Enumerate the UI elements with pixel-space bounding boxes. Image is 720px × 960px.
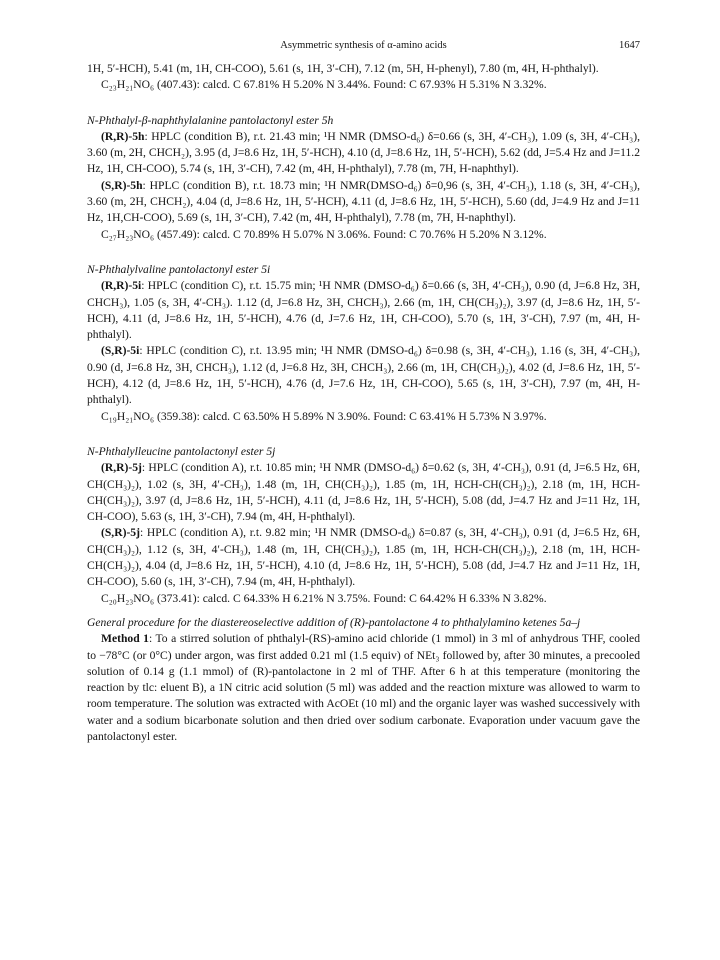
method-1-text: : To a stirred solution of phthalyl-(RS)-amino acid chloride (1 mmol) in 3 ml of anhydrous THF, cooled to −78°C (or 0°C) under argon, was first added 0.21 ml (1.5 equiv) of NEt₃ followed by, after 30 minutes, a precooled solution of 0.14 g (1.1 mmol) of (R)-pantolactone in 2 ml of THF. After 6 h at this temperature (monitoring the reaction by tlc: eluent B), a 1N citric acid solution (5 ml) was added and the reaction mixture was allowed to warm to room temperature. The solution was extracted with AcOEt (10 ml) and the organic layer was washed successively with water and a sodium bicarbonate solution and then dried over sodium carbonate. Evaporation under vacuum gave the pantolactonyl ester. [87,632,640,743]
analysis-text-5h: (457.49): calcd. C 70.89% H 5.07% N 3.06%. Found: C 70.76% H 5.20% N 3.12%. [156,227,547,241]
text-5j-sr: : HPLC (condition A), r.t. 9.82 min; ¹H NMR (DMSO-d₆) δ=0.87 (s, 3H, 4′-CH₃), 0.91 (d, J=6.5 Hz, 6H, CH(CH₃)₂), 1.12 (s, 3H, 4′-CH₃), 1.48 (m, 1H, CH(CH₃)₂), 1.85 (m, 1H, HCH-CH(CH₃)₂), 2.18 (m, 1H, HCH-CH(CH₃)₂), 4.04 (d, J=8.6 Hz, 1H, 5′-HCH), 4.10 (d, J=8.6 Hz, 1H, 5′-HCH), 5.08 (dd, J=4.7 Hz and J=11 Hz, 1H, CH-COO), 5.60 (s, 1H, 3′-CH), 7.94 (m, 4H, H-phthalyl). [87,526,640,589]
formula-5h: C₂₇H₂₃NO₆ [101,227,155,241]
paragraph-5i-rr [87,278,640,343]
label-5h-rr: (R,R)-5h [101,129,145,143]
label-5j-rr: (R,R)-5j [101,461,142,475]
section-heading-5j: N-Phthalylleucine pantolactonyl ester 5j [87,444,276,458]
label-5h-sr: (S,R)-5h [101,178,143,192]
text-column [87,61,640,745]
analysis-text-5j: (373.41): calcd. C 64.33% H 6.21% N 3.75%. Found: C 64.42% H 6.33% N 3.82%. [156,591,547,605]
running-header [87,40,640,58]
elemental-analysis-5j [87,591,640,607]
text-5j-rr: : HPLC (condition A), r.t. 10.85 min; ¹H NMR (DMSO-d₆) δ=0.62 (s, 3H, 4′-CH₃), 0.91 (d, J=6.5 Hz, 6H, CH(CH₃)₂), 1.02 (s, 3H, 4′-CH₃), 1.48 (m, 1H, CH(CH₃)₂), 1.85 (m, 1H, HCH-CH(CH₃)₂), 2.18 (m, 1H, HCH-CH(CH₃)₂), 3.97 (d, J=8.6 Hz, 1H, 5′-HCH), 4.11 (d, J=8.6 Hz, 1H, 5′-HCH), 5.08 (dd, J=4.7 Hz and J=11 Hz, 1H, CH-COO), 5.63 (s, 1H, 3′-CH), 7.94 (m, 4H, H-phthalyl). [87,461,640,524]
analysis-text-5g: (407.43): calcd. C 67.81% H 5.20% N 3.44%. Found: C 67.93% H 5.31% N 3.32%. [156,78,547,92]
paragraph-5h-sr [87,178,640,227]
text-5h-sr: : HPLC (condition B), r.t. 18.73 min; ¹H NMR(DMSO-d₆) δ=0,96 (s, 3H, 4′-CH₃), 1.18 (s, 3H, 4′-CH₃), 3.60 (m, 2H, CHCH₂), 4.04 (d, J=8.6 Hz, 1H, 5′-HCH), 4.11 (d, J=8.6 Hz, 1H, 5′-HCH), 5.60 (dd, J=4.9 Hz and J=11 Hz, 1H,CH-COO), 5.69 (s, 1H, 3′-CH), 7.42 (m, 4H, H-phthalyl), 7.78 (m, 7H, H-naphthyl). [87,178,640,225]
paragraph-5h-rr [87,129,640,178]
label-5i-sr: (S,R)-5i [101,344,140,358]
formula-5i: C₁₉H₂₁NO₆ [101,409,155,423]
page-number: 1647 [619,40,640,51]
elemental-analysis-5h [87,227,640,243]
text-5h-rr: : HPLC (condition B), r.t. 21.43 min; ¹H NMR (DMSO-d₆) δ=0.66 (s, 3H, 4′-CH₃), 1.09 (s, 3H, 4′-CH₃), 3.60 (m, 2H, CHCH₂), 3.95 (d, J=8.6 Hz, 1H, 5′-HCH), 4.10 (d, J=8.6 Hz, 1H, 5′-HCH), 5.62 (dd, J=5.4 Hz and J=11.2 Hz, 1H, CH-COO), 5.74 (s, 1H, 3′-CH), 7.42 (m, 4H, H-phthalyl), 7.78 (m, 7H, H-naphthyl). [87,129,640,176]
label-5j-sr: (S,R)-5j [101,526,140,540]
nmr-5g-continued: 1H, 5′-HCH), 5.41 (m, 1H, CH-COO), 5.61 (s, 1H, 3′-CH), 7.12 (m, 5H, H-phenyl), 7.80 (m, 4H, H-phthalyl). [87,62,599,75]
elemental-analysis-5i [87,409,640,425]
section-heading-general-procedure: General procedure for the diastereoselective addition of (R)-pantolactone 4 to phthalylamino ketenes 5a–j [87,615,581,629]
label-5i-rr: (R,R)-5i [101,279,142,293]
section-heading-5h: N-Phthalyl-β-naphthylalanine pantolactonyl ester 5h [87,113,334,127]
text-5i-sr: : HPLC (condition C), r.t. 13.95 min; ¹H NMR (DMSO-d₆) δ=0.98 (s, 3H, 4′-CH₃), 1.16 (s, 3H, 4′-CH₃), 0.90 (d, J=6.8 Hz, 3H, CHCH₃), 1.12 (d, J=6.8 Hz, 3H, CHCH₃), 2.66 (m, 1H, CH(CH₃)₂), 4.02 (d, J=8.6 Hz, 1H, 5′-HCH), 4.12 (d, J=8.6 Hz, 1H, 5′-HCH), 4.76 (d, J=7.6 Hz, 1H, CH-COO), 5.65 (s, 1H, 3′-CH), 7.97 (m, 4H, H-phthalyl). [87,344,640,407]
section-heading-5i: N-Phthalylvaline pantolactonyl ester 5i [87,262,271,276]
analysis-text-5i: (359.38): calcd. C 63.50% H 5.89% N 3.90%. Found: C 63.41% H 5.73% N 3.97%. [156,409,547,423]
text-5i-rr: : HPLC (condition C), r.t. 15.75 min; ¹H NMR (DMSO-d₆) δ=0.66 (s, 3H, 4′-CH₃), 0.90 (d, J=6.8 Hz, 3H, CHCH₃), 1.05 (s, 3H, 4′-CH₃). 1.12 (d, J=6.8 Hz, 3H, CHCH₃), 2.66 (m, 1H, CH(CH₃)₂), 3.97 (d, J=8.6 Hz, 1H, 5′-HCH), 4.11 (d, J=8.6 Hz, 1H, 5′-HCH), 4.76 (d, J=7.6 Hz, 1H, CH-COO), 5.70 (s, 1H, 3′-CH), 7.97 (m, 4H, H-phthalyl). [87,279,640,342]
formula-5g: C₂₃H₂₁NO₆ [101,78,155,92]
paragraph-5j-rr [87,460,640,525]
paragraph-5j-sr [87,525,640,590]
formula-5j: C₂₀H₂₃NO₆ [101,591,155,605]
method-1-label: Method 1 [101,632,149,646]
running-title: Asymmetric synthesis of α-amino acids [280,40,447,51]
paragraph-5i-sr [87,343,640,408]
paragraph-method-1 [87,631,640,745]
elemental-analysis-5g [87,77,640,93]
